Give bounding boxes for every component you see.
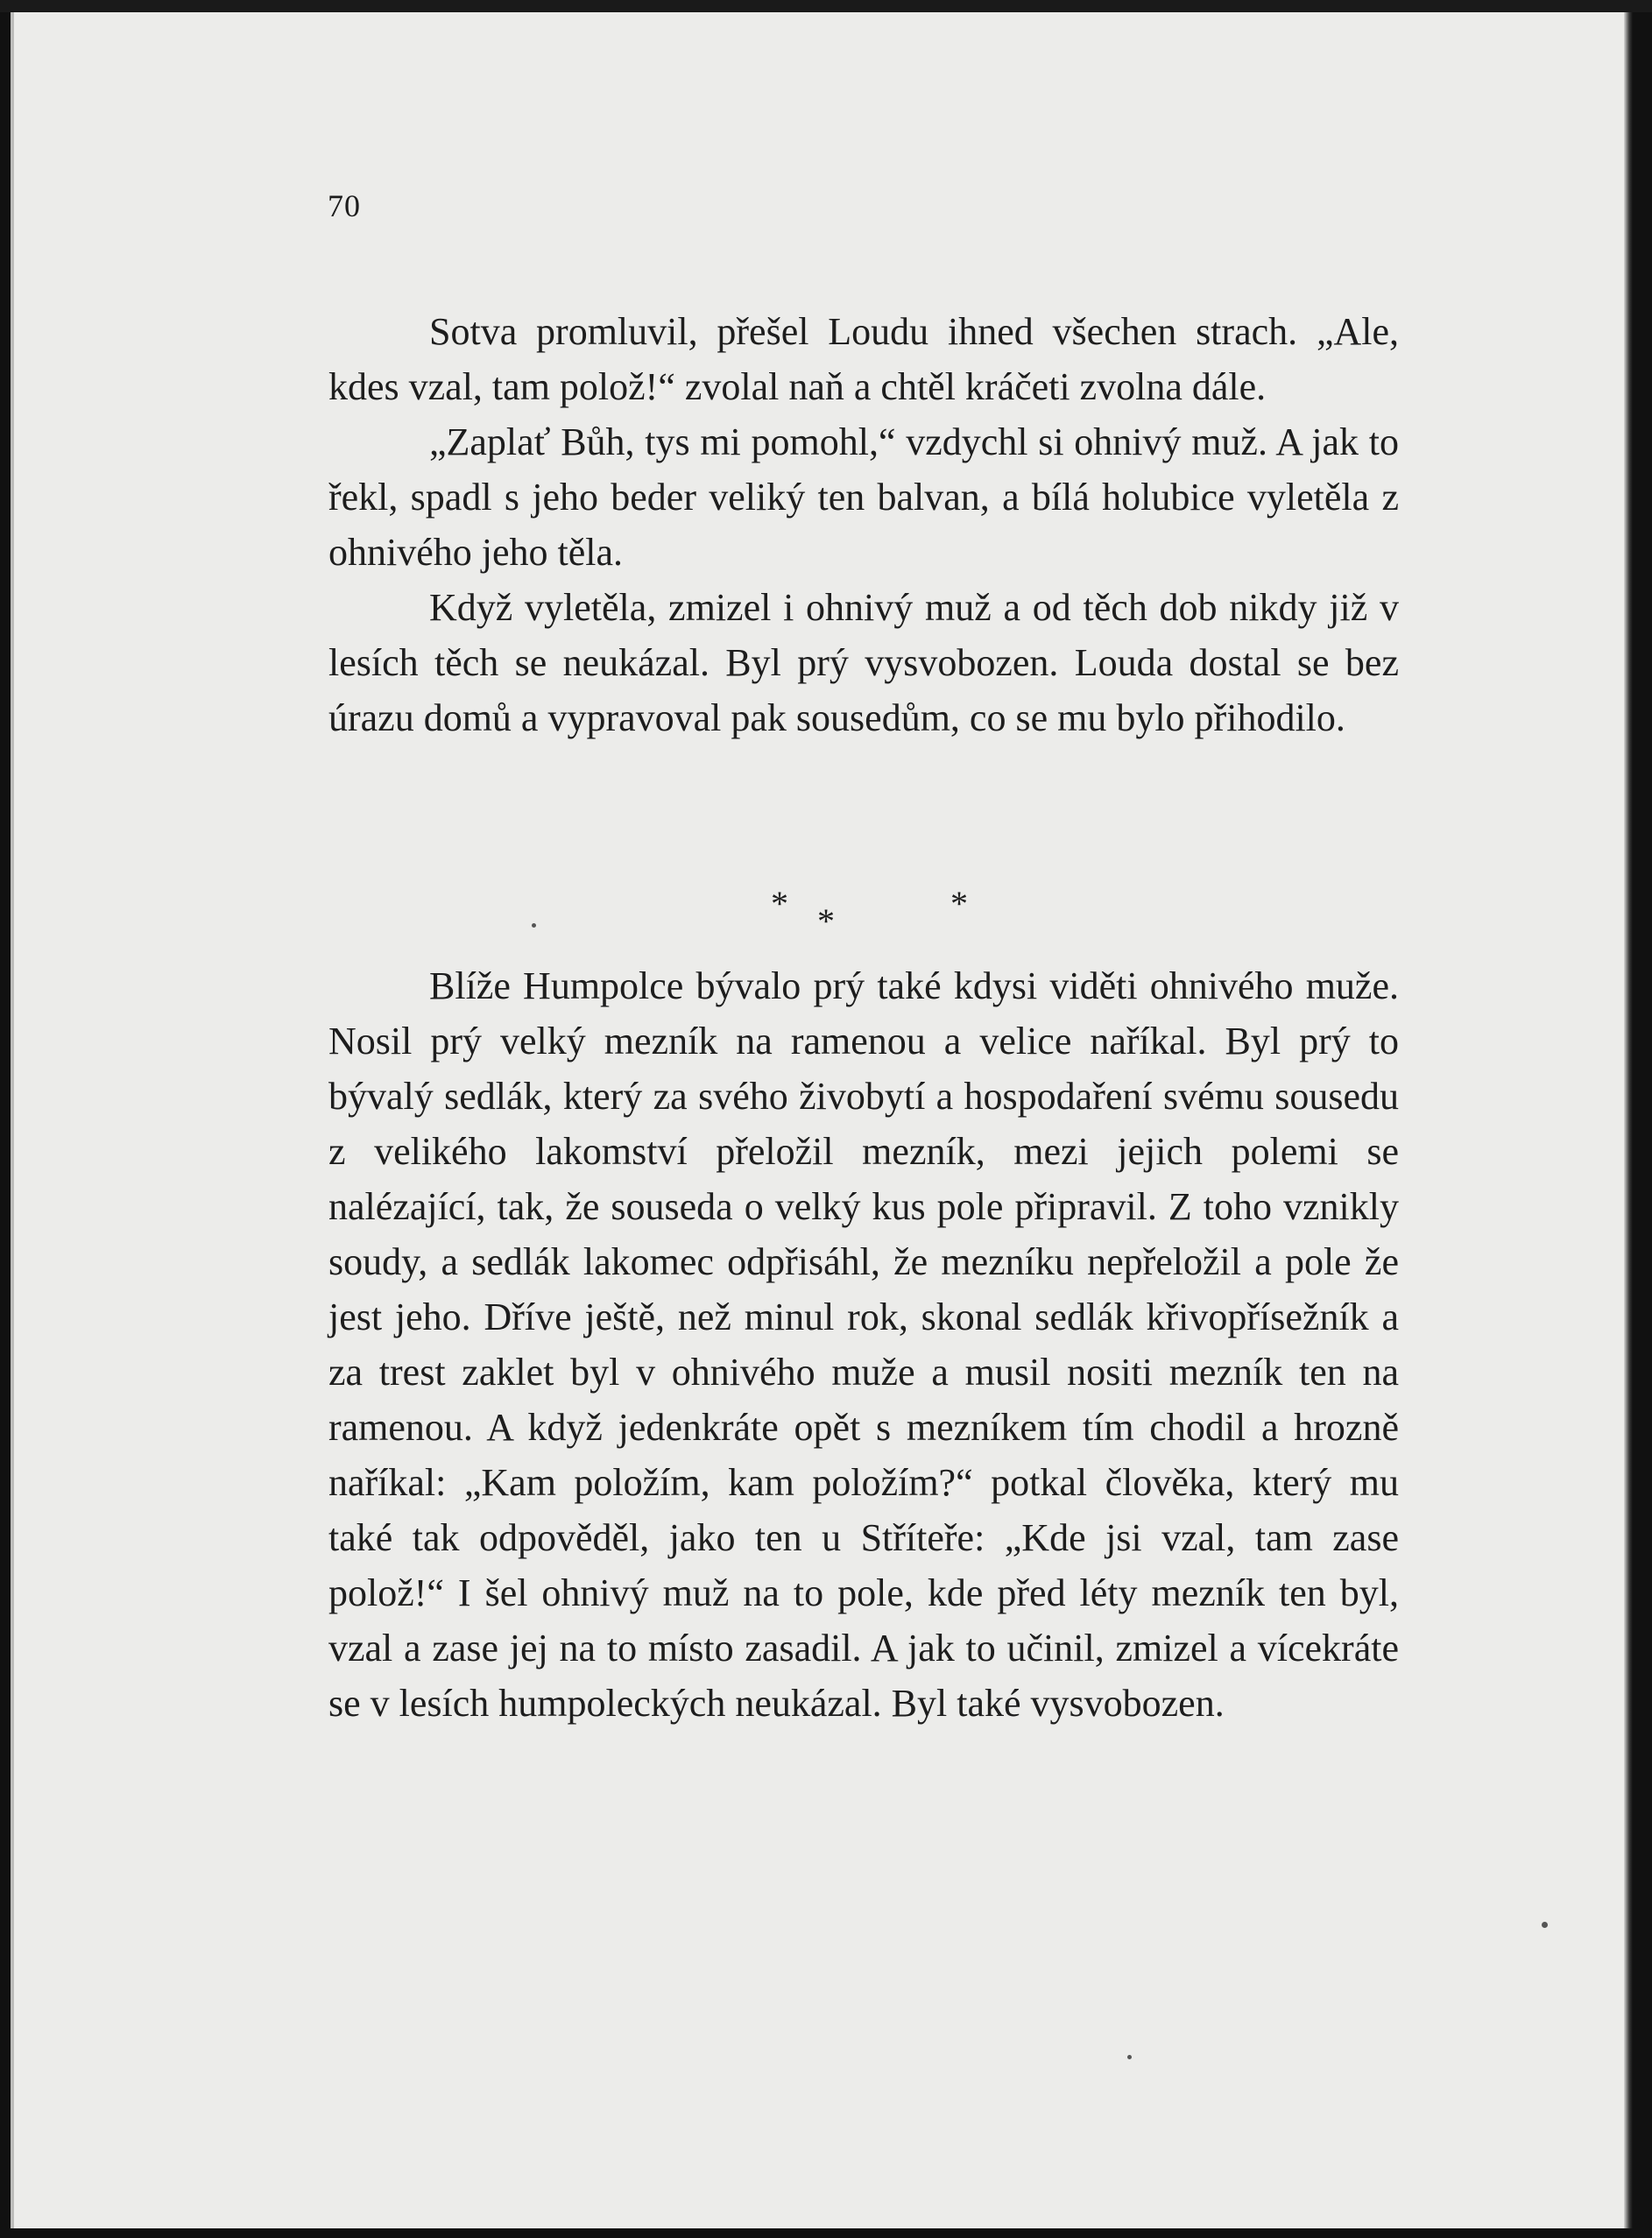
paragraph-1: Sotva promluvil, přešel Loudu ihned všechen strach. „Ale, kdes vzal, tam polož!“ zvolal naň a chtěl kráčeti zvolna dále. (328, 310, 1399, 408)
page-edge-right (1624, 12, 1633, 2228)
scan-speck (1542, 1922, 1548, 1928)
page-number: 70 (328, 188, 361, 223)
text-block-upper (328, 304, 1399, 745)
page-edge-left (11, 12, 14, 2228)
scan-speck (1127, 2055, 1132, 2059)
text-block-lower (328, 958, 1399, 1731)
separator-asterisk: * (950, 884, 968, 923)
separator-asterisk: * (817, 901, 835, 941)
paragraph-2: „Zaplať Bůh, tys mi pomohl,“ vzdychl si ohnivý muž. A jak to řekl, spadl s jeho beder veliký ten balvan, a bílá holubice vyletěla z ohnivého jeho těla. (328, 420, 1399, 574)
separator-asterisk: * (771, 884, 788, 923)
scan-border-top (0, 0, 1652, 12)
paragraph-4: Blíže Humpolce bývalo prý také kdysi viděti ohnivého muže. Nosil prý velký mezník na ramenou a velice naříkal. Byl prý to bývalý sedlák, který za svého živobytí a hospodaření svému sousedu z velikého lakomství přeložil mezník, mezi jejich polemi se nalézající, tak, že souseda o velký kus pole připravil. Z toho vznikly soudy, a sedlák lakomec odpřisáhl, že mezníku nepřeložil a pole že jest jeho. Dříve ještě, než minul rok, skonal sedlák křivopřísežník a za trest zaklet byl v ohnivého muže a musil nositi mezník ten na ramenou. A když jedenkráte opět s mezníkem tím chodil a hrozně naříkal: „Kam položím, kam položím?“ potkal člověka, který mu také tak odpověděl, jako ten u Stříteře: „Kde jsi vzal, tam zase polož!“ I šel ohnivý muž na to pole, kde před léty mezník ten byl, vzal a zase jej na to místo zasadil. A jak to učinil, zmizel a vícekráte se v lesích humpoleckých neukázal. Byl také vysvobozen. (328, 964, 1399, 1725)
book-page (11, 12, 1633, 2228)
section-separator (694, 869, 983, 948)
scan-speck (532, 923, 536, 928)
paragraph-3: Když vyletěla, zmizel i ohnivý muž a od těch dob nikdy již v lesích těch se neukázal. Byl prý vysvobozen. Louda dostal se bez úrazu domů a vypravoval pak sousedům, co se mu bylo přihodilo. (328, 586, 1399, 739)
